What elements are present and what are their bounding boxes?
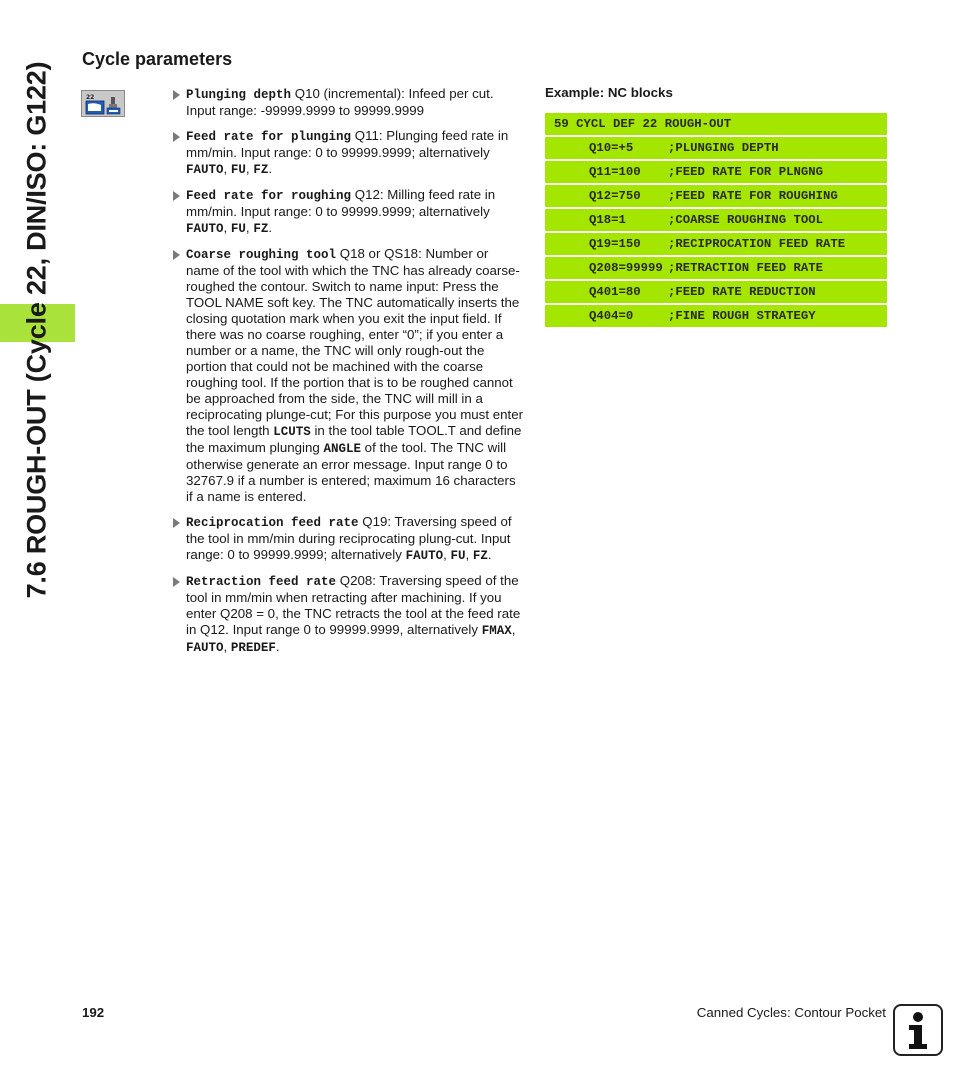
keyword: FU [230,163,246,177]
keyword: PREDEF [230,641,276,655]
side-tab [0,0,75,1091]
keyword: FU [230,222,246,236]
nc-block-text: 59 CYCL DEF 22 ROUGH-OUT [554,117,732,131]
param-name: Plunging depth [186,88,292,102]
param-reciprocation-feed-rate: Reciprocation feed rate Q19: Traversing speed of the tool in mm/min during reciprocating plung-cut. Input range: 0 to 99999.9999; alternatively FAUTO, FU, FZ. [172,514,524,564]
keyword: FAUTO [186,163,224,177]
nc-comment: ;FEED RATE REDUCTION [668,285,816,299]
footer-chapter-title: Canned Cycles: Contour Pocket [696,1005,886,1020]
keyword: FMAX [481,624,512,638]
param-description: Q10 (incremental): Infeed per cut. Input range: -99999.9999 to 99999.9999 [186,86,494,118]
nc-param: Q404=0 [589,309,634,323]
nc-param: Q208=99999 [589,261,663,275]
keyword: FU [450,549,466,563]
example-heading: Example: NC blocks [545,85,673,100]
param-description: Q208: Traversing speed of the tool in mm/min when retracting after machining. If you enter Q208 = 0, the TNC retracts the tool at the feed rate in Q12. Input range 0 to 99999.9999, alternatively [186,573,521,637]
info-icon [893,1004,943,1056]
keyword: FAUTO [186,222,224,236]
nc-comment: ;COARSE ROUGHING TOOL [668,213,823,227]
chapter-title: 7.6 ROUGH-OUT (Cycle 22, DIN/ISO: G122) [21,61,52,599]
param-name: Feed rate for roughing [186,189,352,203]
param-description: of the tool. The TNC will otherwise generate an error message. Input range 0 to 32767.9 if a number is entered; maximum 16 characters if a name is entered. [186,440,516,504]
nc-block [545,233,887,255]
nc-comment: ;PLUNGING DEPTH [668,141,779,155]
bullet-arrow-icon [173,90,180,100]
param-retraction-feed-rate: Retraction feed rate Q208: Traversing speed of the tool in mm/min when retracting after machining. If you enter Q208 = 0, the TNC retracts the tool at the feed rate in Q12. Input range 0 to 99999.9999, alternatively FMAX, FAUTO, PREDEF. [172,573,524,656]
nc-comment: ;RETRACTION FEED RATE [668,261,823,275]
keyword: ANGLE [323,442,361,456]
param-feed-rate-roughing: Feed rate for roughing Q12: Milling feed rate in mm/min. Input range: 0 to 99999.9999; alternatively FAUTO, FU, FZ. [172,187,524,237]
nc-block [545,161,887,183]
nc-block-list [545,113,887,329]
nc-param: Q19=150 [589,237,641,251]
nc-block [545,281,887,303]
param-description: Q11: Plunging feed rate in mm/min. Input range: 0 to 99999.9999; alternatively [186,128,509,160]
nc-comment: ;RECIPROCATION FEED RATE [668,237,846,251]
nc-block [545,185,887,207]
param-description: Q19: Traversing speed of the tool in mm/min during reciprocating plung-cut. Input range: 0 to 99999.9999; alternatively [186,514,512,562]
param-name: Feed rate for plunging [186,130,352,144]
nc-block [545,209,887,231]
nc-param: Q12=750 [589,189,641,203]
param-plunging-depth [172,86,524,119]
keyword: FZ [472,549,488,563]
bullet-arrow-icon [173,132,180,142]
keyword: FAUTO [405,549,444,563]
nc-block [545,305,887,327]
param-coarse-roughing-tool [172,246,524,505]
nc-param: Q11=100 [589,165,641,179]
nc-param: Q10=+5 [589,141,634,155]
param-feed-rate-plunging: Feed rate for plunging Q11: Plunging feed rate in mm/min. Input range: 0 to 99999.9999; alternatively FAUTO, FU, FZ. [172,128,524,178]
param-description: Q18 or QS18: Number or name of the tool with which the TNC has already coarse-roughed the contour. Switch to name input: Press the TOOL NAME soft key. The TNC automatically inserts the closing quotation mark when you exit the input field. If there was no coarse roughing, enter “0”; if you enter a number or a name, the TNC will only rough-out the portion that could not be machined with the coarse roughing tool. If the portion that is to be roughed cannot be approached from the side, the TNC will mill in a reciprocating plunge-cut; For this purpose you must enter the tool length [186,246,524,438]
parameter-list [172,86,524,665]
bullet-arrow-icon [173,191,180,201]
nc-comment: ;FEED RATE FOR ROUGHING [668,189,838,203]
cycle-graphic-icon [82,91,124,116]
bullet-arrow-icon [173,250,180,260]
nc-block [545,137,887,159]
keyword: FZ [253,163,269,177]
keyword: FZ [253,222,269,236]
nc-block [545,257,887,279]
page-number: 192 [82,1005,105,1020]
param-name: Reciprocation feed rate [186,516,359,530]
info-glyph-icon [895,1006,941,1054]
section-heading: Cycle parameters [82,49,233,69]
nc-block-cycl-def [545,113,887,135]
param-name: Coarse roughing tool [186,248,337,262]
keyword: FAUTO [186,641,224,655]
bullet-arrow-icon [173,518,180,528]
nc-comment: ;FEED RATE FOR PLNGNG [668,165,823,179]
param-name: Retraction feed rate [186,575,337,589]
nc-comment: ;FINE ROUGH STRATEGY [668,309,816,323]
cycle-icon-label: 22 [86,94,95,101]
nc-param: Q401=80 [589,285,641,299]
param-description: Q12: Milling feed rate in mm/min. Input range: 0 to 99999.9999; alternatively [186,187,496,219]
bullet-arrow-icon [173,577,180,587]
keyword: LCUTS [273,425,311,439]
param-description: in the tool table TOOL.T and define the maximum plunging [186,423,522,455]
cycle-22-icon [81,90,125,117]
nc-param: Q18=1 [589,213,626,227]
